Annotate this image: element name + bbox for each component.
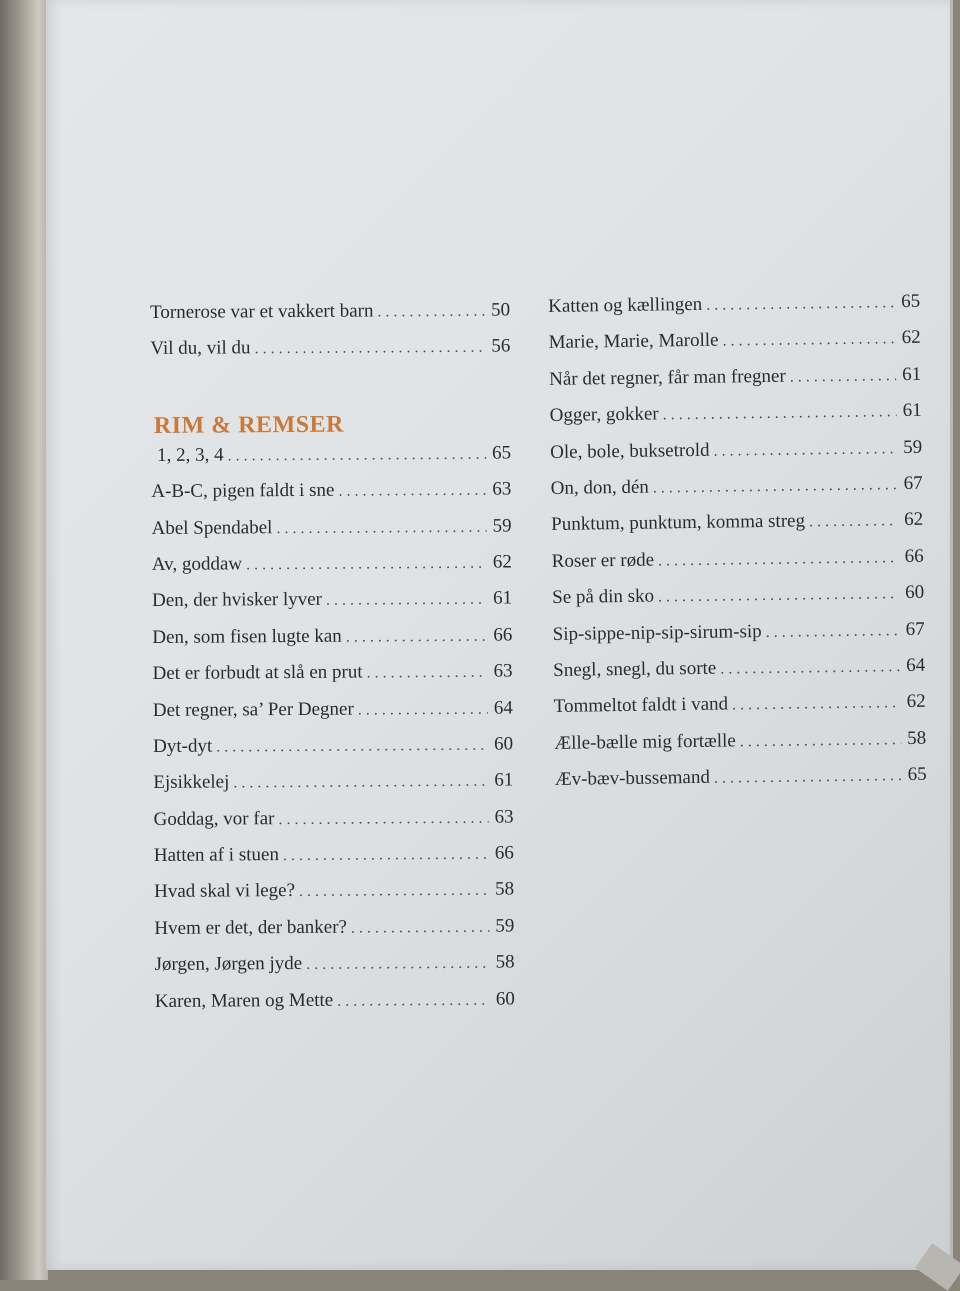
dot-leader (377, 303, 485, 322)
toc-entry-title: Vil du, vil du (150, 337, 251, 360)
toc-entry-page: 62 (906, 691, 926, 713)
toc-entry-page: 58 (907, 727, 927, 749)
dot-leader (346, 627, 488, 646)
toc-entry (555, 764, 927, 806)
toc-entry-title: On, don, dén (550, 476, 649, 499)
section-heading: RIM & REMSER (153, 411, 344, 439)
dot-leader (216, 737, 488, 757)
toc-entry-page: 65 (907, 763, 927, 786)
dot-leader (276, 518, 486, 537)
toc-entry (551, 509, 923, 551)
toc-entry-page: 61 (493, 587, 513, 609)
toc-entry-title: Æv-bæv-bussemand (554, 766, 711, 791)
toc-entry-title: Snegl, snegl, du sorte (553, 657, 717, 681)
toc-entry-title: Katten og kællingen (548, 293, 703, 317)
toc-entry (552, 546, 924, 588)
toc-entry-page: 56 (491, 335, 511, 358)
dot-leader (732, 694, 901, 714)
toc-entry-title: Sip-sippe-nip-sip-sirum-sip (552, 620, 762, 645)
dot-leader (722, 331, 895, 351)
dot-leader (283, 846, 489, 865)
toc-entry (151, 442, 511, 481)
toc-entry (154, 806, 514, 845)
dot-leader (766, 622, 900, 642)
toc-entry (150, 299, 510, 338)
toc-entry-title: Ejsikkelej (153, 771, 230, 794)
dot-leader (663, 403, 897, 424)
toc-entry-page: 62 (492, 551, 512, 573)
toc-entry-page: 50 (490, 299, 511, 321)
toc-entry (553, 618, 925, 660)
toc-entry-title: Hvad skal vi lege? (154, 880, 296, 903)
toc-entry-title: Det regner, sa’ Per Degner (152, 698, 354, 721)
toc-entry-title: Ole, bole, buksetrold (550, 439, 710, 463)
toc-entry-page: 59 (902, 436, 923, 458)
dot-leader (246, 555, 487, 575)
toc-section-entries (151, 442, 515, 1027)
toc-entry-page: 65 (900, 290, 921, 313)
dot-leader (714, 767, 902, 788)
dot-leader (367, 664, 488, 683)
dot-leader (228, 445, 487, 465)
toc-entry (154, 915, 514, 954)
toc-entry-page: 66 (904, 545, 924, 567)
toc-entry (152, 515, 512, 554)
toc-entry-title: Roser er røde (551, 549, 655, 572)
toc-entry-page: 63 (493, 660, 513, 682)
dot-leader (658, 549, 899, 570)
dot-leader (278, 809, 488, 828)
toc-entry-page: 62 (901, 327, 921, 349)
toc-entry (550, 400, 922, 442)
toc-entry-page: 60 (494, 733, 514, 755)
book-page (46, 0, 953, 1270)
dot-leader (706, 294, 895, 315)
toc-entry (154, 879, 514, 918)
toc-entry-title: Se på din sko (552, 585, 655, 609)
dot-leader (740, 731, 902, 751)
toc-entry-title: Den, der hvisker lyver (152, 589, 323, 612)
toc-entry-title: A-B-C, pigen faldt i sne (151, 479, 335, 503)
toc-entry-page: 60 (495, 988, 515, 1010)
dot-leader (326, 591, 487, 610)
toc-entry-page: 65 (491, 442, 512, 464)
toc-entry (550, 436, 922, 478)
toc-entry-page: 61 (902, 399, 922, 422)
toc-entry-title: Tornerose var et vakkert barn (150, 300, 374, 323)
toc-entry (153, 661, 513, 700)
toc-entry-title: Hvem er det, der banker? (154, 916, 347, 939)
toc-entry-page: 67 (905, 618, 925, 640)
dot-leader (338, 482, 486, 501)
toc-entry-page: 58 (495, 951, 515, 973)
toc-entry-title: Den, som fisen lugte kan (152, 625, 342, 648)
toc-entry-title: Karen, Maren og Mette (154, 989, 334, 1012)
dot-leader (306, 955, 490, 974)
toc-entry (151, 479, 511, 518)
toc-entry-page: 67 (903, 472, 923, 495)
toc-entry-title: Av, goddaw (151, 553, 243, 575)
toc-entry (154, 843, 514, 882)
toc-entry-page: 62 (904, 509, 924, 531)
toc-entry (549, 327, 921, 369)
toc-entry-title: Marie, Marie, Marolle (548, 330, 719, 354)
dot-leader (720, 658, 900, 679)
toc-entry-page: 60 (905, 581, 925, 604)
toc-entry-title: Når det regner, får man fregner (549, 365, 786, 390)
toc-entry-page: 61 (494, 769, 514, 791)
toc-entry (549, 364, 921, 406)
toc-entry (554, 691, 926, 733)
toc-entry-title: Hatten af i stuen (153, 844, 279, 867)
toc-right-column (548, 291, 927, 806)
toc-entry (152, 588, 512, 627)
dot-leader (653, 476, 898, 497)
toc-entry (155, 988, 515, 1027)
toc-entry-title: Tommeltot faldt i vand (553, 693, 729, 718)
dot-leader (299, 882, 489, 901)
dot-leader (337, 991, 490, 1010)
toc-entry-title: Ælle-bælle mig fortælle (554, 730, 736, 754)
toc-entry (551, 473, 923, 515)
dot-leader (233, 773, 488, 793)
toc-entry (552, 582, 924, 624)
toc-entry-title: Abel Spendabel (151, 516, 273, 539)
dot-leader (809, 512, 898, 531)
toc-entry-title: 1, 2, 3, 4 (156, 444, 224, 466)
toc-entry-page: 63 (494, 806, 514, 828)
toc-entry-title: Punktum, punktum, komma streg (551, 510, 806, 536)
dot-leader (790, 367, 897, 386)
toc-entry-page: 59 (492, 515, 512, 537)
toc-entry-page: 64 (493, 696, 513, 719)
toc-entry (153, 770, 513, 809)
toc-entry-title: Jørgen, Jørgen jyde (154, 953, 303, 976)
toc-entry-page: 63 (492, 478, 512, 500)
toc-entry (153, 697, 513, 736)
toc-left-column (150, 299, 515, 1027)
toc-entry-page: 66 (494, 842, 514, 864)
toc-entry-page: 66 (493, 624, 513, 646)
toc-entry (548, 291, 920, 333)
dot-leader (713, 440, 897, 461)
toc-entry (553, 655, 925, 697)
toc-entry (152, 551, 512, 590)
toc-entry-title: Det er forbudt at slå en prut (152, 661, 363, 685)
toc-entry-page: 58 (495, 878, 515, 901)
toc-entry (153, 733, 513, 772)
toc-entry-title: Ogger, gokker (549, 403, 659, 427)
toc-entry (554, 727, 926, 769)
toc-entry (152, 624, 512, 663)
toc-entry-title: Goddag, vor far (153, 807, 275, 830)
book-spine (0, 0, 48, 1280)
dot-leader (358, 700, 488, 719)
toc-entry-page: 61 (901, 363, 922, 385)
dot-leader (351, 919, 490, 938)
toc-entry (155, 952, 515, 991)
toc-entry-title: Dyt-dyt (153, 735, 213, 757)
dot-leader (254, 339, 485, 359)
toc-entry-page: 64 (906, 654, 926, 676)
toc-entry-page: 59 (495, 915, 515, 937)
toc-entry (150, 336, 510, 375)
toc-top-entries (150, 299, 510, 374)
dot-leader (658, 585, 899, 606)
